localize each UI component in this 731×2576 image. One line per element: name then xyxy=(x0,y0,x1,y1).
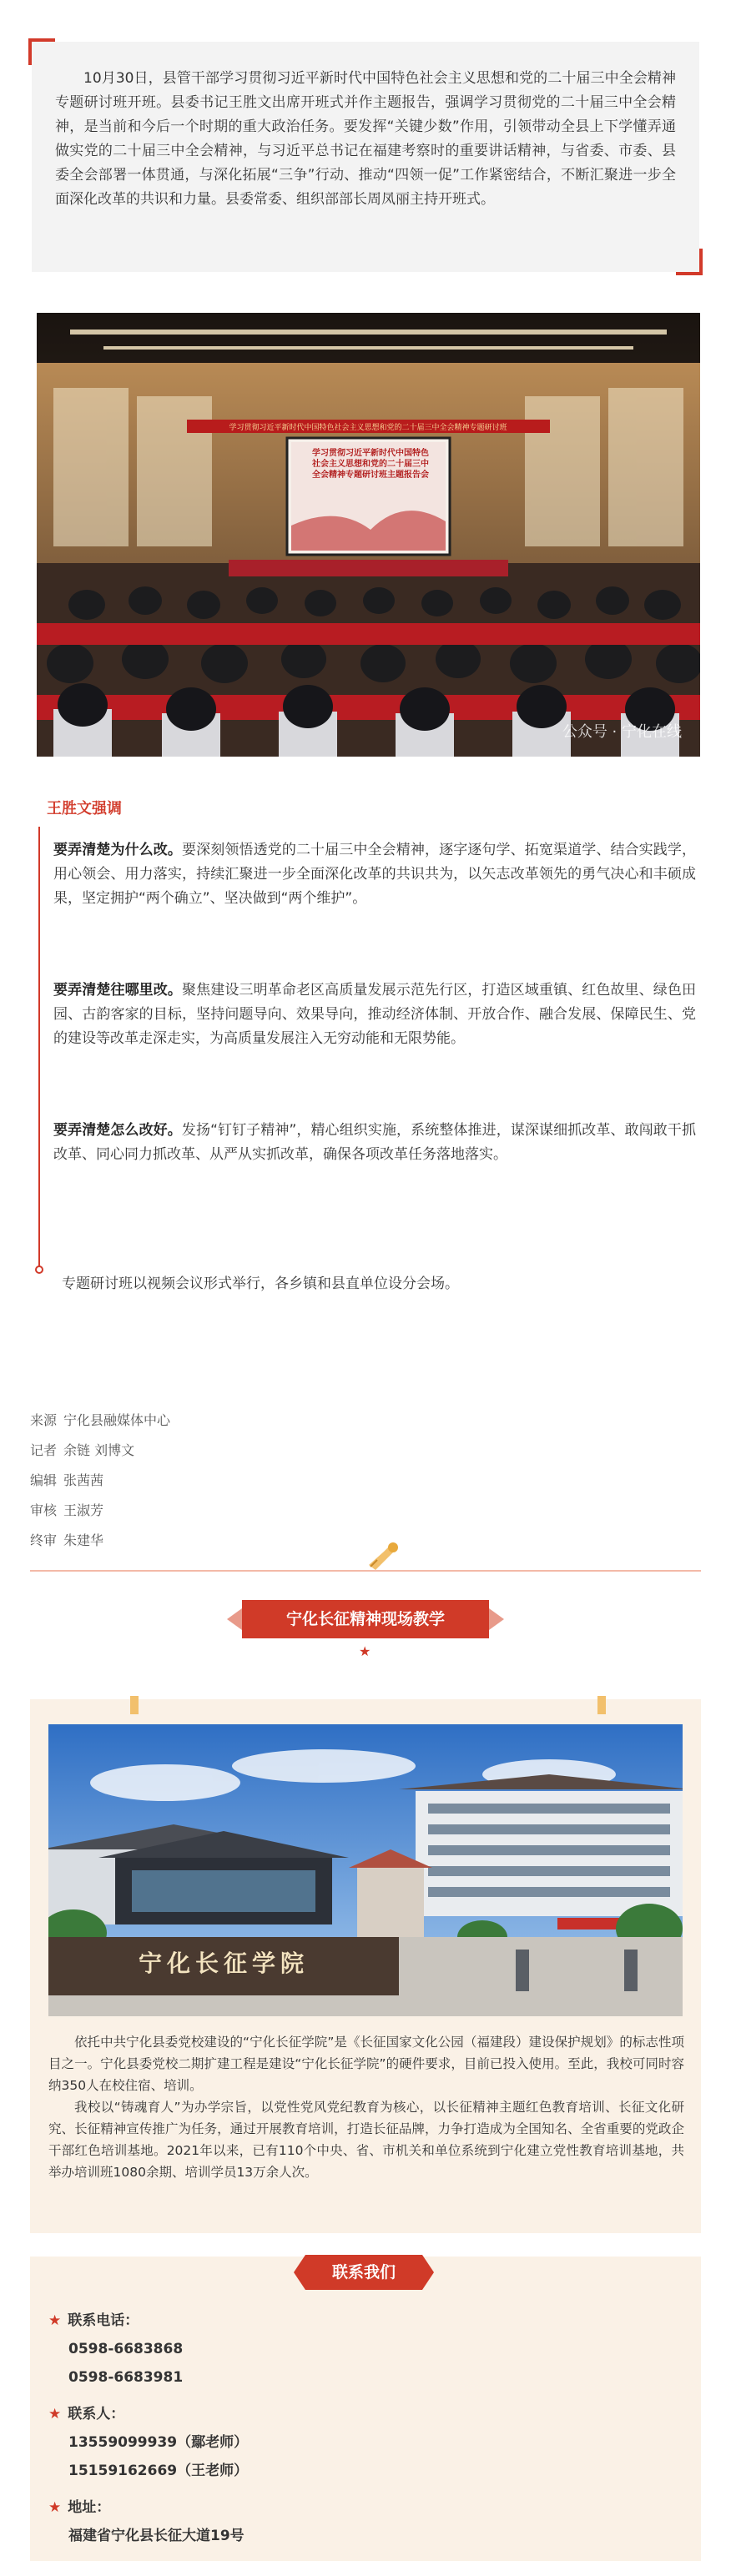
address-value: 福建省宁化县长征大道19号 xyxy=(68,2528,245,2544)
credit-value: 张茜茜 xyxy=(63,1472,104,1488)
leader-section xyxy=(37,797,700,1163)
credits-block xyxy=(30,1406,170,1556)
section-banner: 宁化长征精神现场教学 xyxy=(242,1600,489,1638)
credit-key: 编辑 xyxy=(30,1472,58,1488)
point-lead: 要弄清楚为什么改。 xyxy=(53,842,183,858)
person-label-row xyxy=(48,2400,248,2428)
card-tab-decoration xyxy=(597,1696,606,1714)
address-label: 地址： xyxy=(68,2499,111,2516)
person-block xyxy=(48,2400,248,2485)
point-body: 发扬“钉钉子精神”，精心组织实施，系统整体推进，谋深谋细抓改革、敢闯敢干抓改革、同心同力抓改革、从严从实抓改革，确保各项改革任务落地落实。 xyxy=(53,1122,696,1163)
hall-banner-text: 学习贯彻习近平新时代中国特色社会主义思想和党的二十届三中全会精神专题研讨班 xyxy=(229,424,507,432)
person-label: 联系人： xyxy=(68,2406,125,2423)
academy-paragraph: 我校以“铸魂育人”为办学宗旨，以党性党风党纪教育为核心，以长征精神主题红色教育培训、长征文化研究、长征精神宣传推广为任务，通过开展教育培训，打造长征品牌，力争打造成为全国知名、全省重要的党政企干部红色培训基地。2021年以来，已有110个中央、省、市机关和单位系统到宁化建立党性教育培训基地，共举办培训班1080余期、培训学员13万余人次。 xyxy=(48,2100,684,2180)
address-label-row xyxy=(48,2493,245,2522)
credit-value: 余链 刘博文 xyxy=(63,1442,135,1458)
bugle-icon xyxy=(366,1540,399,1573)
phone-block xyxy=(48,2307,183,2392)
credit-value: 王淑芳 xyxy=(63,1502,104,1518)
intro-box xyxy=(32,42,699,272)
meeting-hall-illustration xyxy=(37,313,700,757)
corner-decoration xyxy=(676,249,703,275)
point-lead: 要弄清楚往哪里改。 xyxy=(53,982,183,999)
academy-text xyxy=(48,2031,684,2183)
credit-key: 审核 xyxy=(30,1502,58,1518)
credit-value: 宁化县融媒体中心 xyxy=(63,1412,171,1428)
vertical-rule xyxy=(38,827,40,1267)
star-icon: ★ xyxy=(359,1643,371,1659)
meeting-hall-photo xyxy=(37,313,700,757)
point-paragraph xyxy=(53,838,696,911)
star-icon: ★ xyxy=(48,2499,62,2516)
point-paragraph xyxy=(53,979,696,1051)
credit-row xyxy=(30,1496,170,1526)
credit-row xyxy=(30,1436,170,1466)
academy-photo xyxy=(48,1724,683,2016)
academy-building-illustration xyxy=(48,1724,683,2016)
academy-sign: 宁化长征学院 xyxy=(138,1950,309,1977)
rule-end-dot xyxy=(35,1265,43,1274)
phone-number[interactable]: 0598-6683981 xyxy=(68,2369,184,2386)
phone-label-row xyxy=(48,2307,183,2335)
point-body: 聚焦建设三明革命老区高质量发展示范先行区，打造区域重镇、红色故里、绿色田园、古韵客家的目标，坚持问题导向、效果导向，推动经济体制、开放合作、融合发展、保障民生、党的建设等改革走深走实，为高质量发展注入无穷动能和无限势能。 xyxy=(53,982,697,1047)
phone-label: 联系电话： xyxy=(68,2312,139,2329)
credit-value: 朱建华 xyxy=(63,1532,104,1548)
watermark: 公众号 · 宁化在线 xyxy=(562,723,682,741)
contact-box xyxy=(30,2257,701,2561)
phone-number[interactable]: 0598-6683868 xyxy=(68,2341,184,2357)
point-lead: 要弄清楚怎么改好。 xyxy=(53,1122,182,1139)
contact-person[interactable]: 13559099939（鄢老师） xyxy=(68,2434,249,2451)
credit-key: 记者 xyxy=(30,1442,58,1458)
closing-text: 专题研讨班以视频会议形式举行，各乡镇和县直单位设分会场。 xyxy=(62,1275,459,1292)
credit-row xyxy=(30,1406,170,1436)
credit-key: 终审 xyxy=(30,1532,58,1548)
contact-person[interactable]: 15159162669（王老师） xyxy=(68,2463,249,2479)
star-icon: ★ xyxy=(48,2406,62,2423)
academy-card xyxy=(30,1699,701,2233)
card-tab-decoration xyxy=(130,1696,139,1714)
credit-key: 来源 xyxy=(30,1412,58,1428)
credit-row xyxy=(30,1466,170,1496)
corner-decoration xyxy=(28,38,55,65)
academy-paragraph: 依托中共宁化县委党校建设的“宁化长征学院”是《长征国家文化公园（福建段）建设保护规划》的标志性项目之一。宁化县委党校二期扩建工程是建设“宁化长征学院”的硬件要求，目前已投入使用。至此，我校可同时容纳350人在校住宿、培训。 xyxy=(48,2035,684,2093)
point-body: 要深刻领悟透党的二十届三中全会精神，逐字逐句学、拓宽渠道学、结合实践学，用心领会、用力落实，持续汇聚进一步全面深化改革的共识共为，以矢志改革领先的勇气决心和丰硕成果，坚定拥护“两个确立”、坚决做到“两个维护”。 xyxy=(53,842,697,907)
screen-text: 学习贯彻习近平新时代中国特色社会主义思想和党的二十届三中全会精神专题研讨班主题报告会 xyxy=(312,449,429,480)
credit-row xyxy=(30,1526,170,1556)
point-paragraph xyxy=(53,1119,696,1167)
address-block xyxy=(48,2493,245,2550)
intro-text: 10月30日，县管干部学习贯彻习近平新时代中国特色社会主义思想和党的二十届三中全会精神专题研讨班开班。县委书记王胜文出席开班式并作主题报告，强调学习贯彻党的二十届三中全会精神，是当前和今后一个时期的重大政治任务。要发挥“关键少数”作用，引领带动全县上下学懂弄通做实党的二十届三中全会精神，与习近平总书记在福建考察时的重要讲话精神，与省委、市委、县委全会部署一体贯通，与深化拓展“三争”行动、推动“四领一促”工作紧密结合，不断汇聚进一步全面深化改革的共识和力量。县委常委、组织部部长周凤丽主持开班式。 xyxy=(55,70,676,208)
leader-heading: 王胜文强调 xyxy=(47,800,122,818)
contact-title: 联系我们 xyxy=(305,2255,422,2290)
star-icon: ★ xyxy=(48,2312,62,2329)
